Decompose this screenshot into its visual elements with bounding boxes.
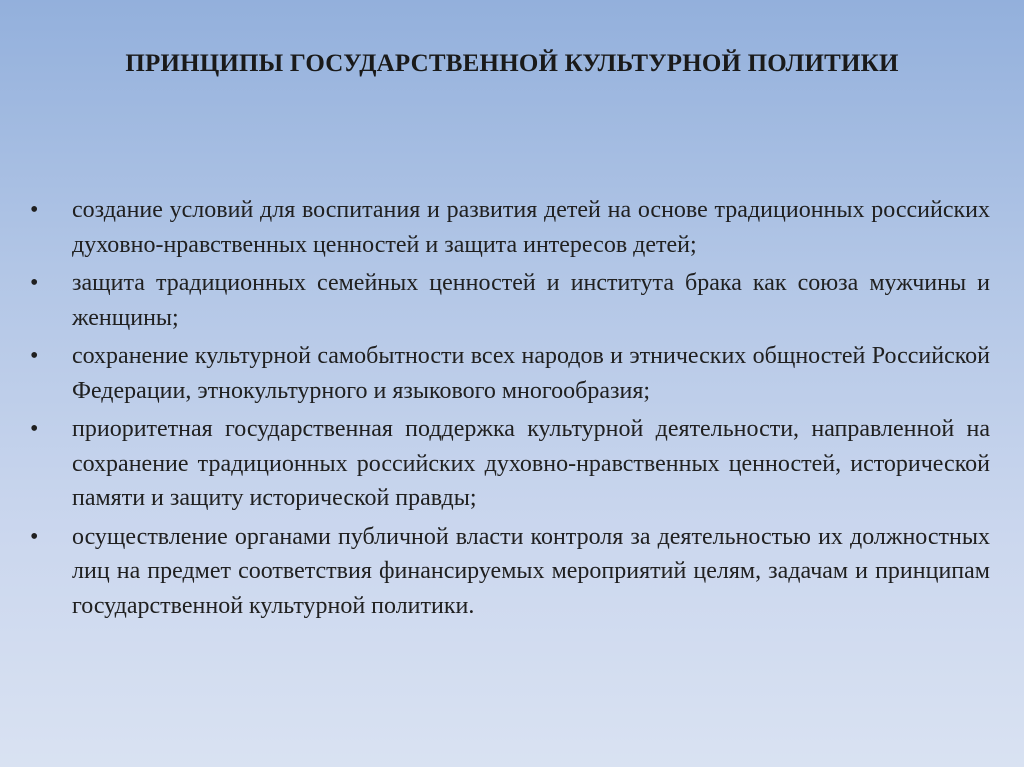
list-item-text: осуществление органами публичной власти контроля за деятельностью их должностных лиц на предмет соответствия финансируемых мероприятий целям, задачам и принципам государственной культурной политики. [72, 523, 990, 619]
list-item-text: защита традиционных семейных ценностей и института брака как союза мужчины и женщины; [72, 270, 990, 331]
list-item-text: создание условий для воспитания и развития детей на основе традиционных российских духовно-нравственных ценностей и защита интересов детей; [72, 197, 990, 258]
bullet-icon: • [30, 343, 39, 369]
list-item [30, 266, 990, 335]
list-item-text: приоритетная государственная поддержка культурной деятельности, направленной на сохранение традиционных российских духовно-нравственных ценностей, исторической памяти и защиту исторической правды; [72, 416, 990, 511]
bullet-icon: • [30, 270, 39, 296]
list-item [30, 193, 990, 262]
list-item [30, 339, 990, 408]
slide-title: ПРИНЦИПЫ ГОСУДАРСТВЕННОЙ КУЛЬТУРНОЙ ПОЛИТИКИ [125, 50, 899, 77]
bullet-icon: • [30, 197, 39, 223]
list-item [30, 412, 990, 516]
list-item-text: сохранение культурной самобытности всех народов и этнических общностей Российской Федерации, этнокультурного и языкового многообразия; [72, 343, 990, 404]
principles-list [30, 193, 990, 627]
bullet-icon: • [30, 523, 39, 550]
bullet-icon: • [30, 416, 39, 442]
list-item [30, 520, 990, 624]
